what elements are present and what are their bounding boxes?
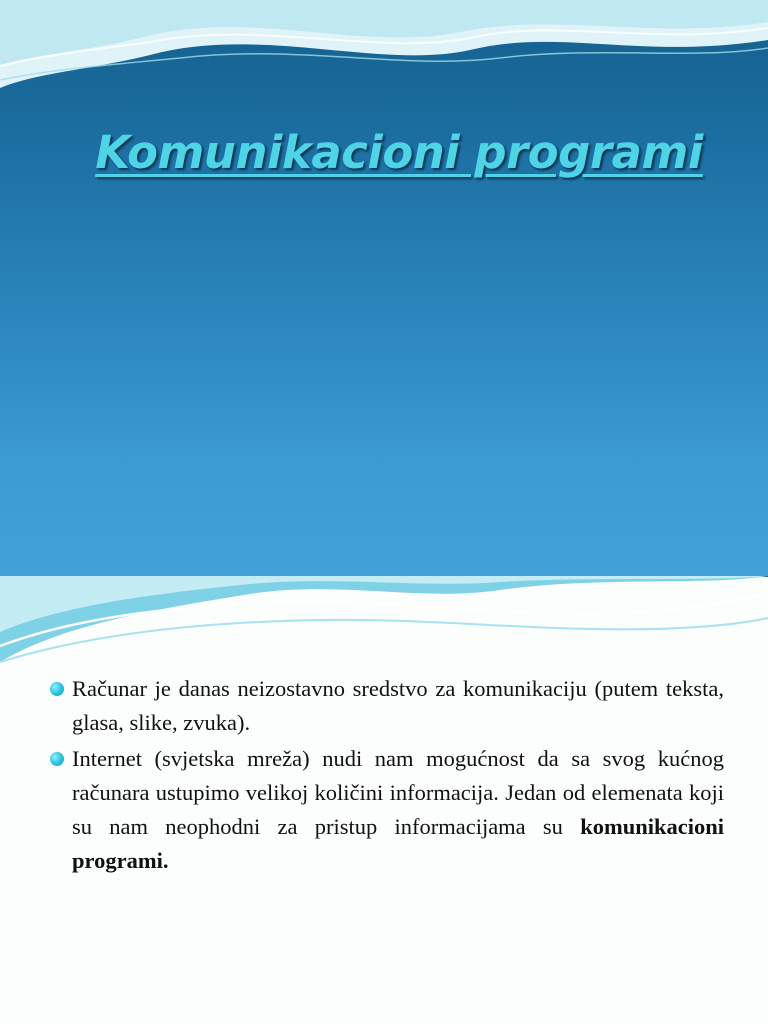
bullet-circle-icon [50, 752, 64, 766]
bullet-text: Internet (svjetska mreža) nudi nam mogućnost da sa svog kućnog računara ustupimo velikoj količini informacija. Jedan od elemenata koji su nam neophodni za pristup informacijama su [72, 746, 724, 839]
content-slide [50, 672, 724, 880]
slide-title: Komunikacioni programi [95, 126, 703, 179]
bullet-text: Računar je danas neizostavno sredstvo za komunikaciju (putem teksta, glasa, slike, zvuka). [72, 676, 724, 735]
decorative-wave-bottom [0, 576, 768, 666]
decorative-wave-top [0, 0, 768, 100]
bullet-item [50, 672, 724, 740]
bullet-circle-icon [50, 682, 64, 696]
bullet-bold-text: komunikacioni programi. [72, 814, 724, 873]
bullet-item [50, 742, 724, 878]
